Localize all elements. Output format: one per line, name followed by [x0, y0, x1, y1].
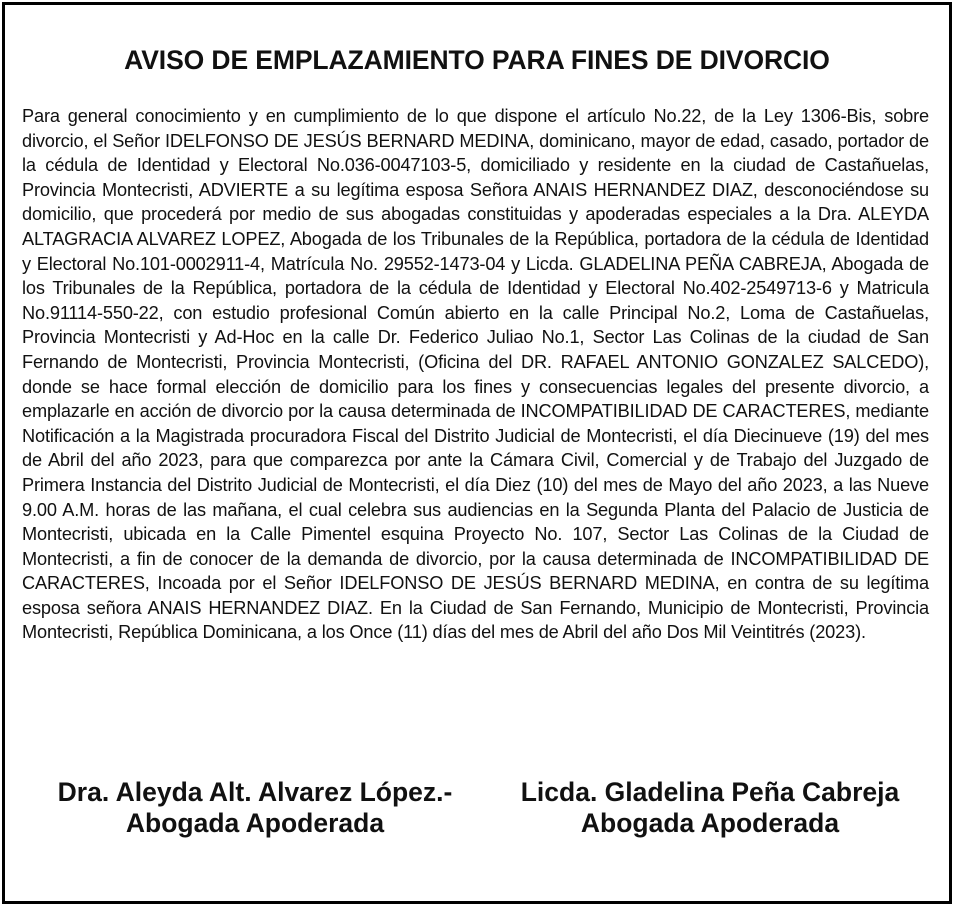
notice-title: AVISO DE EMPLAZAMIENTO PARA FINES DE DIVORCIO [124, 45, 830, 75]
signature-role-left: Abogada Apoderada [125, 807, 385, 838]
notice-frame [2, 2, 952, 904]
signature-block-right [485, 777, 935, 838]
signature-role-right: Abogada Apoderada [580, 807, 840, 838]
signature-block-left [25, 777, 485, 838]
signature-name-right: Licda. Gladelina Peña Cabreja [520, 777, 900, 807]
signature-name-left: Dra. Aleyda Alt. Alvarez López.- [57, 777, 453, 807]
notice-body: Para general conocimiento y en cumplimiento de lo que dispone el artículo No.22, de la Ley 1306-Bis, sobre divorcio, el Señor IDELFONSO DE JESÚS BERNARD MEDINA, dominicano, mayor de edad, casado, portador de la cédula de Identidad y Electoral No.036-0047103-5, domiciliado y residente en la ciudad de Castañuelas, Provincia Montecristi, ADVIERTE a su legítima esposa Señora ANAIS HERNANDEZ DIAZ, desconociéndose su domicilio, que procederá por medio de sus abogadas constituidas y apoderadas especiales a la Dra. ALEYDA ALTAGRACIA ALVAREZ LOPEZ, Abogada de los Tribunales de la República, portadora de la cédula de Identidad y Electoral No.101-0002911-4, Matrícula No. 29552-1473-04 y Licda. GLADELINA PEÑA CABREJA, Abogada de los Tribunales de la República, portadora de la cédula de Identidad y Electoral No.402-2549713-6 y Matricula No.91114-550-22, con estudio profesional Común abierto en la calle Principal No.2, Loma de Castañuelas, Provincia Montecristi y Ad-Hoc en la calle Dr. Federico Juliao No.1, Sector Las Colinas de la ciudad de San Fernando de Montecristi, Provincia Montecristi, (Oficina del DR. RAFAEL ANTONIO GONZALEZ SALCEDO), donde se hace formal elección de domicilio para los fines y consecuencias legales del presente divorcio, a emplazarle en acción de divorcio por la causa determinada de INCOMPATIBILIDAD DE CARACTERES, mediante Notificación a la Magistrada procuradora Fiscal del Distrito Judicial de Montecristi, el día Diecinueve (19) del mes de Abril del año 2023, para que comparezca por ante la Cámara Civil, Comercial y de Trabajo del Juzgado de Primera Instancia del Distrito Judicial de Montecristi, el día Diez (10) del mes de Mayo del año 2023, a las Nueve 9.00 A.M. horas de las mañana, el cual celebra sus audiencias en la Segunda Planta del Palacio de Justicia de Montecristi, ubicada en la Calle Pimentel esquina Proyecto No. 107, Sector Las Colinas de la Ciudad de Montecristi, a fin de conocer de la demanda de divorcio, por la causa determinada de INCOMPATIBILIDAD DE CARACTERES, Incoada por el Señor IDELFONSO DE JESÚS BERNARD MEDINA, en contra de su legítima esposa señora ANAIS HERNANDEZ DIAZ. En la Ciudad de San Fernando, Municipio de Montecristi, Provincia Montecristi, República Dominicana, a los Once (11) días del mes de Abril del año Dos Mil Veintitrés (2023). [22, 106, 929, 643]
